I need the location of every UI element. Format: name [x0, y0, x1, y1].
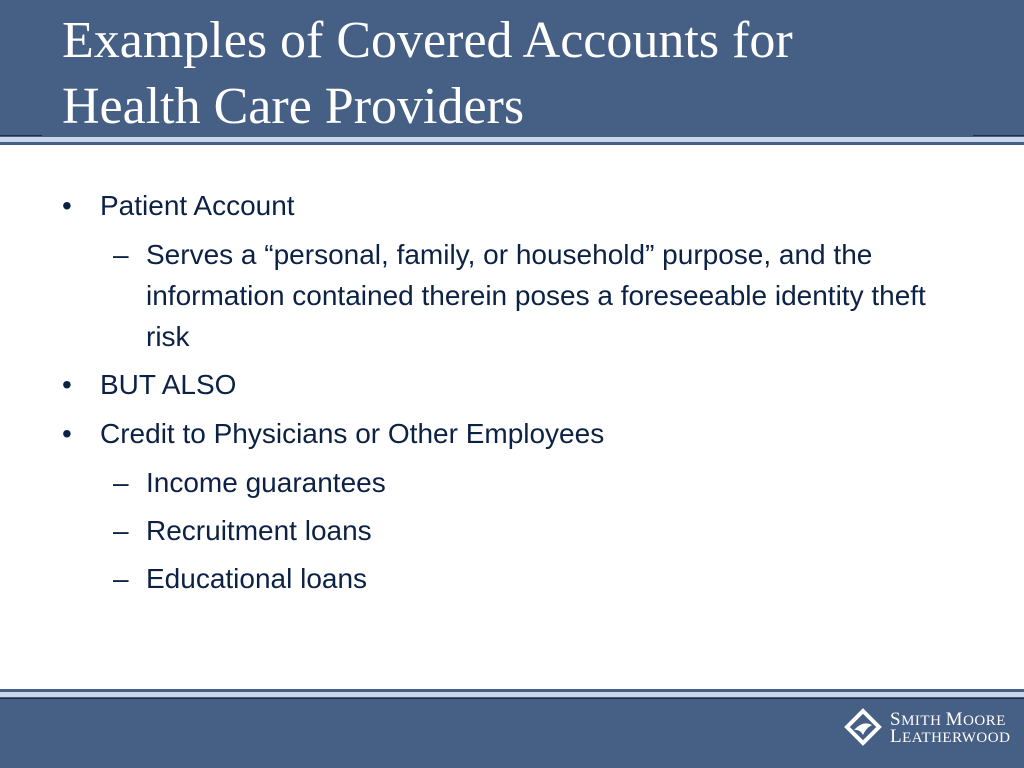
company-logo: [844, 708, 1014, 748]
bullet-marker: •: [62, 369, 72, 400]
footer-accent-line: [0, 698, 1024, 699]
bullet-marker: •: [62, 418, 72, 449]
bullet-list: [0, 185, 1024, 606]
logo-word-oore: OORE: [963, 713, 1006, 729]
sub-bullet-item: [0, 234, 1024, 357]
sub-bullet-marker: –: [113, 467, 129, 498]
slide-title-line-1: Examples of Covered Accounts for: [62, 12, 793, 69]
bullet-marker: •: [62, 190, 72, 221]
diamond-logo-icon: [844, 708, 882, 746]
logo-line-2: [890, 726, 1011, 747]
sub-bullet-text: Income guarantees: [146, 467, 386, 498]
logo-initial-l: L: [890, 726, 903, 747]
logo-initial-m: M: [945, 709, 964, 730]
logo-word-eatherwood: EATHERWOOD: [902, 730, 1011, 746]
title-bar-accent-left: [0, 135, 42, 136]
sub-bullet-marker: –: [113, 563, 129, 594]
bullet-item: [0, 185, 1024, 226]
bullet-item: [0, 364, 1024, 405]
sub-bullet-item: [0, 510, 1024, 551]
sub-bullet-item: [0, 558, 1024, 599]
slide-title: [62, 8, 1002, 140]
slide-title-line-2: Health Care Providers: [62, 78, 525, 135]
logo-wordmark: [890, 709, 1011, 747]
bullet-text: Patient Account: [100, 190, 295, 221]
bullet-item: [0, 413, 1024, 454]
sub-bullet-text: Serves a “personal, family, or household” purpose, and the information contained therein poses a foreseeable identity theft risk: [146, 239, 926, 352]
bullet-text: BUT ALSO: [100, 369, 237, 400]
bullet-text: Credit to Physicians or Other Employees: [100, 418, 605, 449]
header-rule-dark: [0, 142, 1024, 145]
sub-bullet-text: Educational loans: [146, 563, 368, 594]
logo-line-1: [890, 709, 1010, 730]
logo-word-mith: MITH: [901, 713, 942, 729]
sub-bullet-item: [0, 462, 1024, 503]
sub-bullet-marker: –: [113, 515, 129, 546]
sub-bullet-text: Recruitment loans: [146, 515, 372, 546]
sub-bullet-marker: –: [113, 239, 129, 270]
logo-initial-s: S: [890, 709, 902, 730]
